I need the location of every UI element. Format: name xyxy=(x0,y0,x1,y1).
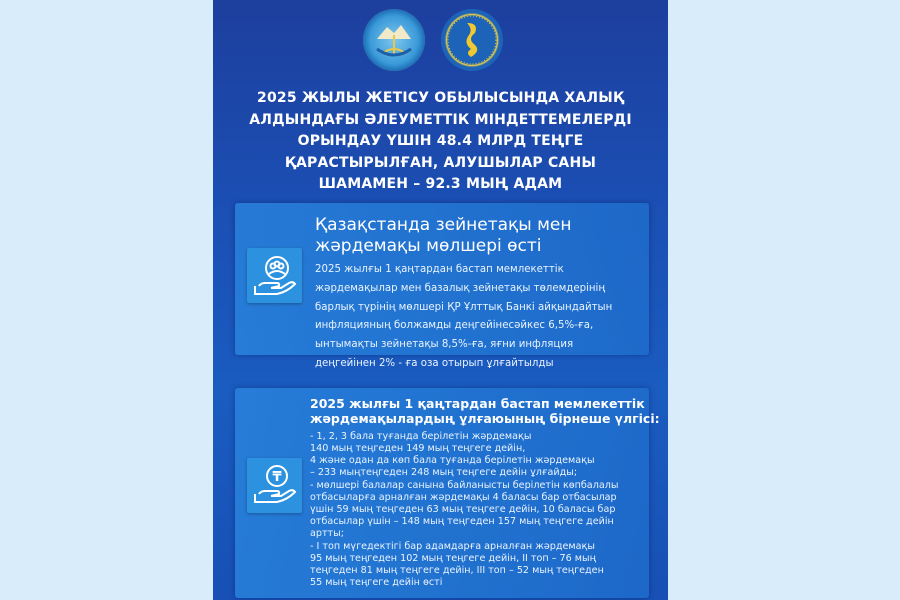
body-line: 55 мың теңгеге дейін өсті xyxy=(310,577,443,588)
body-line: - 1, 2, 3 бала туғанда берілетін жәрдемақы xyxy=(310,431,532,442)
body-line: отбасыларға арналған жәрдемақы 4 баласы бар отбасылар xyxy=(310,492,617,503)
card-body-text xyxy=(315,261,612,374)
department-seal-logo xyxy=(441,9,503,71)
body-line: 95 мың теңгеден 102 мың теңгеге дейін, II топ – 76 мың xyxy=(310,553,596,564)
body-line: теңгеден 81 мың теңгеге дейін, III топ – 52 мың теңгеден xyxy=(310,565,604,576)
body-line: отбасылар үшін – 148 мың теңгеден 157 мың теңгеге дейін xyxy=(310,516,614,527)
title-line: ОРЫНДАУ ҮШІН 48.4 МЛРД ТЕҢГЕ xyxy=(297,133,584,149)
title-line: 2025 ЖЫЛЫ ЖЕТІСУ ОБЫЛЫСЫНДА ХАЛЫҚ xyxy=(257,90,624,106)
infographic-poster xyxy=(213,0,668,600)
body-line: жәрдемақылар мен базалық зейнетақы төлемдерінің xyxy=(315,282,606,294)
body-line: 2025 жылғы 1 қаңтардан бастап мемлекеттік xyxy=(315,264,564,275)
body-line: барлық түрінің мөлшері ҚР Ұлттық Банкі айқындайтын xyxy=(315,301,613,313)
heading-line: Қазақстанда зейнетақы мен xyxy=(315,215,572,235)
body-line: ынтымақты зейнетақы 8,5%-ға, яғни инфляция xyxy=(315,339,574,351)
card-heading xyxy=(315,215,572,257)
body-line: деңгейінен 2% - ға оза отырып ұлғайтылды xyxy=(315,357,554,369)
heading-line: 2025 жылғы 1 қаңтардан бастап мемлекеттік xyxy=(310,396,645,411)
body-line: үшін 59 мың теңгеден 63 мың теңгеге дейін, 10 баласы бар xyxy=(310,504,616,515)
benefit-examples-card xyxy=(235,388,660,598)
body-line: - I топ мүгедектігі бар адамдарға арналған жәрдемақы xyxy=(310,541,595,552)
body-line: 4 және одан да көп бала туғанда берілетін жәрдемақы xyxy=(310,455,595,466)
heading-line: жәрдемақы мөлшері өсті xyxy=(315,236,542,256)
title-line: АЛДЫНДАҒЫ ӘЛЕУМЕТТІК МІНДЕТТЕМЕЛЕРДІ xyxy=(249,111,632,128)
body-line: инфляцияның болжамды деңгейінесәйкес 6,5%-ға, xyxy=(315,320,594,332)
hand-people-icon xyxy=(247,248,302,303)
body-line: артты; xyxy=(310,528,344,539)
body-line: – 233 мыңтеңгеден 248 мың теңгеге дейін ұлғайды; xyxy=(310,467,578,478)
title-line: ШАМАМЕН – 92.3 МЫҢ АДАМ xyxy=(318,176,563,192)
title-line: ҚАРАСТЫРЫЛҒАН, АЛУШЫЛАР САНЫ xyxy=(284,154,597,171)
body-line: - мөлшері балалар санына байланысты берілетін көпбалалы xyxy=(310,480,619,491)
pension-increase-card xyxy=(235,203,649,369)
card-body-text xyxy=(310,431,618,589)
card-heading xyxy=(310,396,660,426)
hand-tenge-icon xyxy=(247,458,302,513)
heading-line: жәрдемақылардың ұлғаюының бірнеше үлгісі: xyxy=(310,411,660,426)
svg-text:₸: ₸ xyxy=(272,470,282,485)
page-title xyxy=(213,88,668,196)
body-line: 140 мың теңгеден 149 мың теңгеге дейін, xyxy=(310,443,526,454)
region-emblem-logo xyxy=(363,9,425,71)
